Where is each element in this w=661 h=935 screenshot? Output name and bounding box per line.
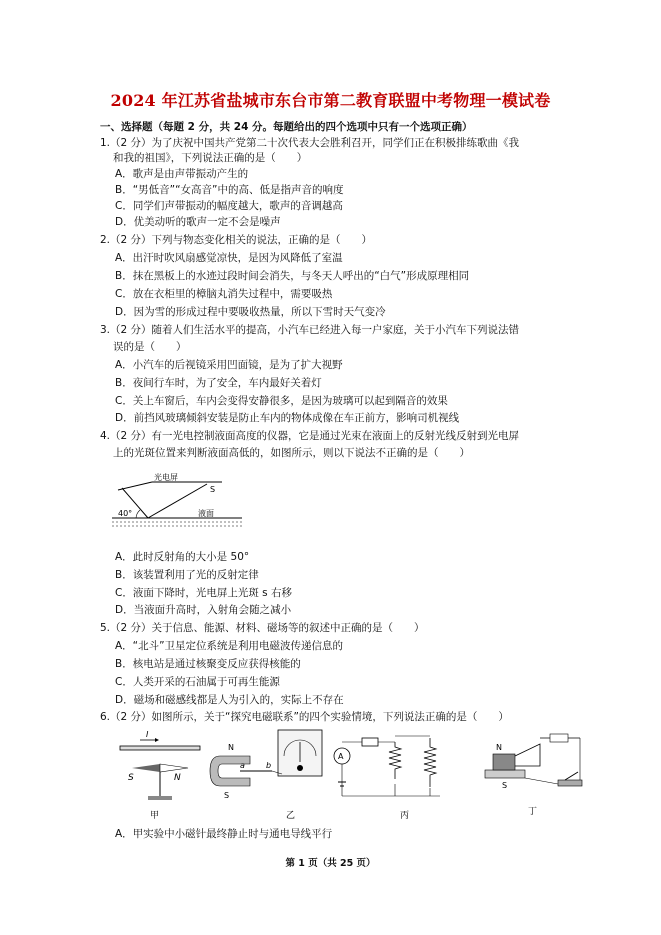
question-1-line-2: 和我的祖国》，下列说法正确的是（ ） xyxy=(113,152,308,164)
question-4-option-b: B．该装置利用了光的反射定律 xyxy=(115,569,259,581)
compass-needle xyxy=(132,764,160,772)
figure-jia xyxy=(120,730,200,821)
figure-ding xyxy=(485,734,582,817)
question-3-line-2: 误的是（ ） xyxy=(113,341,187,353)
caption-yi: 乙 xyxy=(286,811,296,821)
question-4-line-2: 上的光斑位置来判断液面高低的，如图所示，则以下说法不正确的是（ ） xyxy=(113,447,470,459)
screen-label: 光电屏 xyxy=(154,473,178,482)
ding-s: S xyxy=(502,781,508,790)
figure-yi xyxy=(210,730,322,821)
magnet-n: N xyxy=(228,743,234,752)
question-5-option-b: B．核电站是通过核聚变反应获得核能的 xyxy=(115,658,301,670)
question-2-option-d: D．因为雪的形成过程中要吸收热量，所以下雪时天气变冷 xyxy=(115,306,386,318)
current-wire xyxy=(120,746,200,750)
base-block xyxy=(485,770,525,778)
caption-bing: 丙 xyxy=(400,811,410,821)
current-label: I xyxy=(146,730,149,739)
label-b: b xyxy=(266,761,272,770)
caption-jia: 甲 xyxy=(150,811,160,821)
question-3-line-1: 3.（2 分）随着人们生活水平的提高，小汽车已经进入每一户家庭，关于小汽车下列说法错 xyxy=(100,324,520,336)
question-4-option-d: D．当液面升高时，入射角会随之减小 xyxy=(115,604,292,616)
question-2-line-1: 2.（2 分）下列与物态变化相关的说法，正确的是（ ） xyxy=(100,234,373,246)
label-a: a xyxy=(240,761,245,770)
question-1-option-a: A．歌声是由声带振动产生的 xyxy=(115,168,249,180)
needle-north: N xyxy=(174,773,181,783)
spot-label: S xyxy=(210,485,216,494)
question-5-option-a: A．“北斗”卫星定位系统是利用电磁波传递信息的 xyxy=(115,640,344,652)
magnet-s: S xyxy=(224,791,230,800)
question-1-option-b: B．“男低音”“女高音”中的高、低是指声音的响度 xyxy=(115,184,344,196)
page-footer: 第 1 页（共 25 页） xyxy=(285,858,376,869)
question-2-option-a: A．出汗时吹风扇感觉凉快，是因为风降低了室温 xyxy=(115,252,343,264)
question-1-option-d: D．优美动听的歌声一定不会是噪声 xyxy=(115,216,281,228)
figure-6-electromagnetism xyxy=(110,726,590,826)
switch xyxy=(558,780,582,786)
question-4-option-c: C．液面下降时，光电屏上光斑 s 右移 xyxy=(115,587,292,599)
ding-n: N xyxy=(496,743,502,752)
question-3-option-b: B．夜间行车时，为了安全，车内最好关着灯 xyxy=(115,377,322,389)
figure-4-light-reflection xyxy=(112,470,252,540)
question-4-option-a: A．此时反射角的大小是 50° xyxy=(115,551,250,563)
battery xyxy=(550,734,568,742)
question-3-option-c: C．关上车窗后，车内会变得安静很多，是因为玻璃可以起到隔音的效果 xyxy=(115,395,448,407)
figure-bing xyxy=(334,736,440,821)
question-6-option-a: A．甲实验中小磁针最终静止时与通电导线平行 xyxy=(115,828,333,840)
ammeter-label: A xyxy=(338,752,344,761)
question-1-line-1: 1.（2 分）为了庆祝中国共产党第二十次代表大会胜利召开，同学们正在积极排练歌曲《我 xyxy=(100,137,520,149)
question-6-line-1: 6.（2 分）如图所示，关于“探究电磁联系”的四个实验情境，下列说法正确的是（ ） xyxy=(100,711,509,723)
section-heading: 一、选择题（每题 2 分，共 24 分。每题给出的四个选项中只有一个选项正确） xyxy=(100,121,473,133)
page-title: 2024 年江苏省盐城市东台市第二教育联盟中考物理一模试卷 xyxy=(110,91,551,110)
question-5-option-c: C．人类开采的石油属于可再生能源 xyxy=(115,676,280,688)
question-3-option-d: D．前挡风玻璃倾斜安装是防止车内的物体成像在车正前方，影响司机视线 xyxy=(115,412,460,424)
rheostat xyxy=(362,738,378,746)
angle-label: 40° xyxy=(118,509,133,518)
question-2-option-b: B．抹在黑板上的水迹过段时间会消失，与冬天人呼出的“白气”形成原理相同 xyxy=(115,270,470,282)
coil-right xyxy=(424,738,436,787)
question-5-line-1: 5.（2 分）关于信息、能源、材料、磁场等的叙述中正确的是（ ） xyxy=(100,622,425,634)
caption-ding: 丁 xyxy=(528,807,538,817)
question-4-line-1: 4.（2 分）有一光电控制液面高度的仪器，它是通过光束在液面上的反射光线反射到光电屏 xyxy=(100,430,520,442)
magnet-block xyxy=(493,754,515,770)
surface-label: 液面 xyxy=(198,509,214,518)
question-5-option-d: D．磁场和磁感线都是人为引入的，实际上不存在 xyxy=(115,694,344,706)
question-1-option-c: C．同学们声带振动的幅度越大，歌声的音调越高 xyxy=(115,200,343,212)
coil-left xyxy=(389,742,401,779)
question-3-option-a: A．小汽车的后视镜采用凹面镜，是为了扩大视野 xyxy=(115,359,343,371)
question-2-option-c: C．放在衣柜里的樟脑丸消失过程中，需要吸热 xyxy=(115,288,333,300)
needle-south: S xyxy=(128,773,134,783)
